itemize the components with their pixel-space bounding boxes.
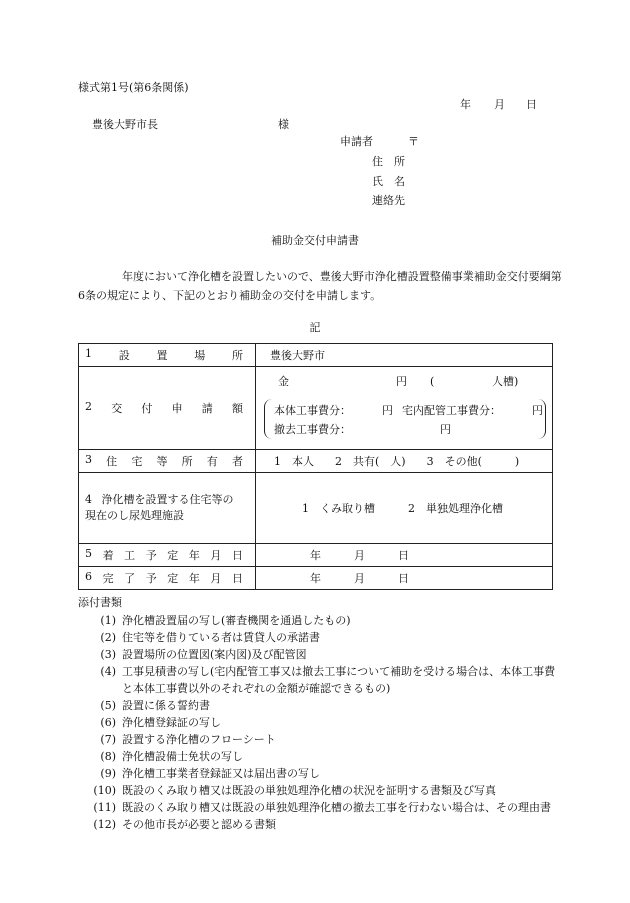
row-label [79,567,256,590]
list-item [78,646,558,663]
item-num: (4) [100,665,116,678]
item-num: (10) [93,784,116,797]
label-char: 設 [118,349,130,362]
label-char: 予 [145,549,157,562]
label-char: 年 [188,572,200,585]
start-day: 日 [398,549,409,562]
row-num: 1 [85,347,92,360]
label-char: 着 [102,549,114,562]
hontai-en: 円 [382,404,393,417]
item-num: (9) [100,767,116,780]
label-char: 額 [231,402,243,415]
label-char: 請 [201,402,213,415]
item-num: (1) [100,614,116,627]
table-row [79,567,553,590]
amount-inner [256,367,552,449]
label-char: 宅 [131,455,143,468]
table-row [79,473,553,544]
row-num: 6 [85,570,92,583]
label-char: 住 [106,455,118,468]
row-label [79,450,256,473]
label-char: 定 [167,572,179,585]
ki-mark: 記 [309,321,321,334]
label-spread [85,453,255,469]
hontai-label: 本体工事費分： [274,404,351,417]
tekkyo-label: 撤去工事費分： [274,423,351,436]
label-char: 工 [124,549,136,562]
date-day: 日 [526,98,537,111]
start-month: 月 [354,549,365,562]
end-year: 年 [310,572,321,585]
label-spread [85,400,255,416]
list-item [78,612,558,629]
label-char: 所 [181,455,193,468]
item-text: 設置する浄化槽のフローシート [122,733,276,746]
date-line [460,98,537,112]
list-item [78,629,558,646]
item-num: (12) [93,818,116,831]
item-text: 浄化槽工事業者登録証又は届出書の写し [122,767,320,780]
table-row [79,344,553,367]
label-char: 所 [232,349,243,362]
item-text: 設置に係る誓約書 [122,699,210,712]
row-label [79,367,256,450]
label-char: 予 [145,572,157,585]
owner-cell[interactable] [256,450,553,473]
label-char: 完 [102,572,114,585]
owner-option-3[interactable]: 3 その他( ) [426,455,520,468]
label-char: 申 [171,402,183,415]
facility-option-1[interactable]: 1 くみ取り槽 [302,502,375,515]
ninsou-label: 人槽) [492,375,519,388]
attachments-list [78,612,558,833]
application-table [78,343,553,590]
list-item [78,731,558,748]
row-num: 5 [85,547,92,560]
label-char: 年 [188,549,200,562]
location-cell[interactable] [256,344,553,367]
label-line-2: 現在のし尿処理施設 [85,509,184,522]
item-num: (5) [100,699,116,712]
date-month: 月 [494,98,505,111]
item-num: (2) [100,631,116,644]
label-char: 者 [231,455,243,468]
form-number: 様式第1号(第6条関係) [78,81,189,94]
item-text: 既設のくみ取り槽又は既設の単独処理浄化槽の状況を証明する書類及び写真 [122,784,496,797]
row-label [79,344,256,367]
name-label: 氏 名 [372,175,405,188]
label-char: 等 [156,455,168,468]
label-char: 定 [167,549,179,562]
item-text: その他市長が必要と認める書類 [122,818,276,831]
item-text: 浄化槽設備士免状の写し [122,750,243,763]
row-num: 4 [85,493,92,506]
end-day: 日 [398,572,409,585]
table-row [79,367,553,450]
item-num: (3) [100,648,116,661]
location-value: 豊後大野市 [270,349,325,362]
label-char: 置 [156,349,168,362]
applicant-label: 申請者 [340,135,373,148]
label-spread [85,570,255,586]
list-item [78,765,558,782]
takunai-label: 宅内配管工事費分： [402,404,501,417]
document-title: 補助金交付申請書 [271,234,359,247]
owner-option-1[interactable]: 1 本人 [274,455,314,468]
start-year: 年 [310,549,321,562]
list-item [78,663,558,697]
label-char: 有 [206,455,218,468]
item-text: 住宅等を借りている者は賃貸人の承諾書 [122,631,320,644]
item-text: 浄化槽登録証の写し [122,716,221,729]
item-num: (7) [100,733,116,746]
facility-option-2[interactable]: 2 単独処理浄化槽 [408,502,503,515]
label-char: 日 [231,572,243,585]
start-date-cell[interactable] [256,544,553,567]
amount-cell[interactable] [256,367,553,450]
list-item [78,799,558,816]
end-month: 月 [354,572,365,585]
body-text: 年度において浄化槽を設置したいので、豊後大野市浄化槽設置整備事業補助金交付要綱第6条の規定により、下記のとおり補助金の交付を申請します。 [78,270,562,302]
list-item [78,714,558,731]
tekkyo-en: 円 [440,423,451,436]
row-label [79,544,256,567]
label-char: 場 [194,349,206,362]
item-num: (8) [100,750,116,763]
date-year: 年 [460,98,471,111]
label-spread [85,347,255,363]
label-char: 了 [124,572,136,585]
honorific: 様 [278,118,289,131]
list-item [78,816,558,833]
list-item [78,748,558,765]
end-date-cell[interactable] [256,567,553,590]
row-label [79,473,256,544]
list-item [78,782,558,799]
en-label: 円 [396,375,407,388]
list-item [78,697,558,714]
table-row [79,544,553,567]
item-text: 浄化槽設置届の写し(審査機関を通過したもの) [122,614,351,627]
postal-mark: 〒 [408,135,419,148]
row-num: 3 [85,453,92,466]
attachments-title: 添付書類 [78,596,122,609]
table-row [79,450,553,473]
item-num: (6) [100,716,116,729]
label-char: 付 [141,402,153,415]
address-label: 住 所 [372,155,405,168]
owner-option-2[interactable]: 2 共有( 人) [335,455,406,468]
label-char: 日 [231,549,243,562]
label-char: 月 [210,572,222,585]
facility-cell[interactable] [256,473,553,544]
item-num: (11) [93,801,116,814]
label-spread [85,547,255,563]
kin-label: 金 [278,375,289,388]
item-text: 工事見積書の写し(宅内配管工事又は撤去工事について補助を受ける場合は、本体工事費と本体工事費以外のそれぞれの金額が確認できるもの) [122,665,556,695]
label-text: 浄化槽を設置する住宅等の [101,493,234,506]
label-char: 月 [210,549,222,562]
label-line-1 [85,492,255,508]
row-num: 2 [85,400,92,413]
label-char: 交 [111,402,123,415]
paren-open: ( [430,375,435,388]
addressee: 豊後大野市長 [92,118,158,131]
contact-label: 連絡先 [372,194,405,207]
item-text: 既設のくみ取り槽又は既設の単独処理浄化槽の撤去工事を行わない場合は、その理由書 [122,801,551,814]
takunai-en: 円 [532,404,543,417]
item-text: 設置場所の位置図(案内図)及び配管図 [122,648,307,661]
